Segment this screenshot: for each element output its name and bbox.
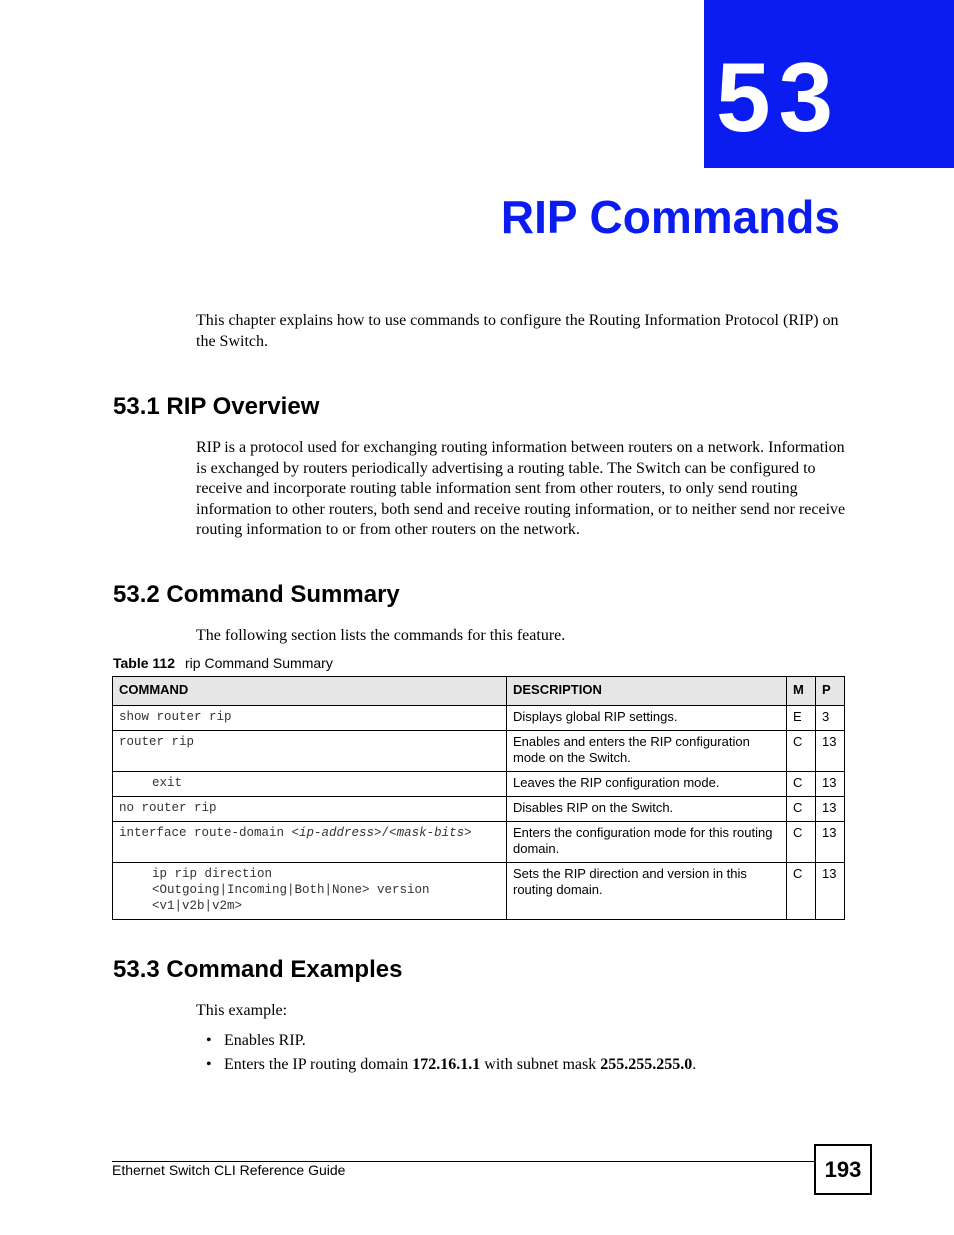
mode-cell: C [787,731,816,772]
privilege-cell: 13 [816,772,845,797]
footer-guide-title: Ethernet Switch CLI Reference Guide [112,1162,346,1178]
mode-cell: C [787,822,816,863]
example-bullet-list [206,1029,696,1077]
chapter-number: 53 [716,42,842,152]
privilege-cell: 13 [816,731,845,772]
command-text: > [464,826,472,840]
ip-address: 172.16.1.1 [412,1056,481,1073]
chapter-title: RIP Commands [500,191,840,243]
privilege-cell: 3 [816,706,845,731]
command-summary-table [112,676,845,920]
command-cell: exit [113,772,507,797]
table-row [113,822,845,863]
list-item-text: with subnet mask [480,1056,601,1073]
command-param: mask-bits [396,826,465,840]
description-cell: Displays global RIP settings. [507,706,787,731]
command-cell [113,822,507,863]
command-cell: show router rip [113,706,507,731]
table-caption-label: Table 112 [113,655,176,671]
mode-cell: C [787,863,816,920]
description-cell: Leaves the RIP configuration mode. [507,772,787,797]
table-row [113,706,845,731]
command-examples-paragraph: This example: [196,1002,288,1019]
page-number: 193 [814,1144,872,1195]
header-p: P [816,677,845,706]
table-caption [113,655,333,672]
command-line: <Outgoing|Incoming|Both|None> version [152,883,430,897]
subnet-mask: 255.255.255.0 [600,1056,693,1073]
table-caption-text: rip Command Summary [185,655,333,671]
header-command: COMMAND [113,677,507,706]
command-line: ip rip direction [152,867,273,881]
bullet-icon: • [206,1032,212,1049]
command-line: <v1|v2b|v2m> [152,899,243,913]
command-text: >/< [374,826,397,840]
description-cell: Disables RIP on the Switch. [507,797,787,822]
mode-cell: E [787,706,816,731]
table-row [113,772,845,797]
command-cell: router rip [113,731,507,772]
command-cell [113,863,507,920]
list-item-text: . [692,1056,697,1073]
description-cell: Enables and enters the RIP configuration mode on the Switch. [507,731,787,772]
privilege-cell: 13 [816,797,845,822]
command-param: ip-address [299,826,375,840]
command-cell: no router rip [113,797,507,822]
list-item [206,1053,696,1077]
command-text: interface route-domain < [119,826,300,840]
rip-overview-paragraph: RIP is a protocol used for exchanging routing information between routers on a network. Information is exchanged by routers periodically advertising a routing table. The Switch can be configured to receive and incorporate routing table information sent from other routers, to only send routing information to other routers, both send and receive routing information, or to neither send nor receive routing information to or from other routers on the network. [196,439,846,538]
header-m: M [787,677,816,706]
header-description: DESCRIPTION [507,677,787,706]
bullet-icon: • [206,1056,212,1073]
mode-cell: C [787,772,816,797]
description-cell: Sets the RIP direction and version in this routing domain. [507,863,787,920]
privilege-cell: 13 [816,863,845,920]
description-cell: Enters the configuration mode for this routing domain. [507,822,787,863]
intro-paragraph: This chapter explains how to use commands to configure the Routing Information Protocol (RIP) on the Switch. [196,312,839,350]
table-header-row [113,677,845,706]
section-heading-rip-overview: 53.1 RIP Overview [113,393,320,420]
table-row [113,731,845,772]
list-item-text: Enters the IP routing domain [224,1056,413,1073]
table-row [113,863,845,920]
section-heading-command-summary: 53.2 Command Summary [113,581,400,608]
list-item [206,1029,696,1053]
mode-cell: C [787,797,816,822]
list-item-text: Enables RIP. [224,1032,306,1049]
table-row [113,797,845,822]
section-heading-command-examples: 53.3 Command Examples [113,956,403,983]
privilege-cell: 13 [816,822,845,863]
command-summary-paragraph: The following section lists the commands for this feature. [196,627,566,644]
